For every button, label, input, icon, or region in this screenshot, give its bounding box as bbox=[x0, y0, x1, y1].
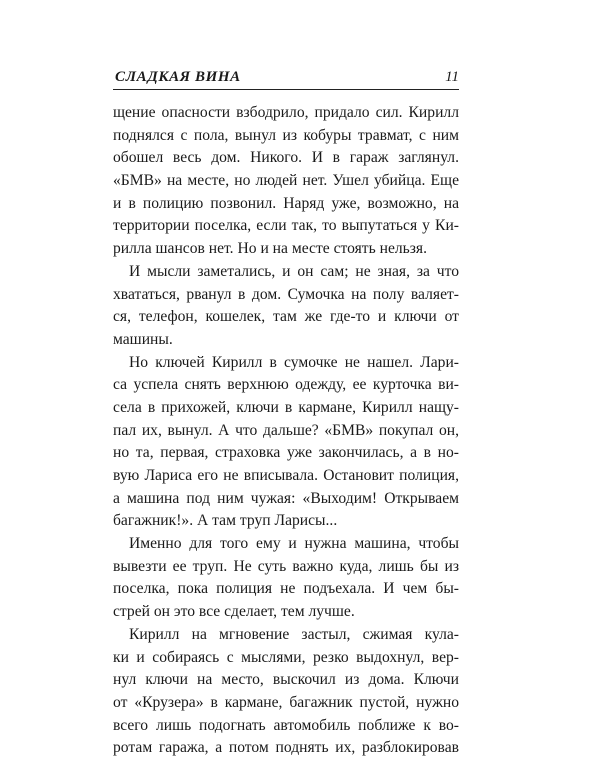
text-line: села в прихожей, ключи в кармане, Кирилл нащу- bbox=[113, 398, 459, 416]
text-line: щение опасности взбодрило, придало сил. Кирилл bbox=[113, 104, 459, 121]
text-line: рилла шансов нет. Но и на месте стоять нельзя. bbox=[113, 240, 427, 258]
text-line: и в полицию позвонил. Наряд уже, возможно, на bbox=[113, 194, 459, 212]
running-header bbox=[113, 66, 459, 88]
text-line: «БМВ» на месте, но людей нет. Ушел убийца. Еще bbox=[113, 172, 459, 190]
text-line: ротам гаража, а потом поднять их, разблокировав bbox=[113, 739, 459, 757]
text-line: всего лишь подогнать автомобиль поближе к во- bbox=[113, 716, 459, 734]
text-line: Но ключей Кирилл в сумочке не нашел. Лари- bbox=[129, 353, 459, 371]
text-line: а машина под ним чужая: «Выходим! Открываем bbox=[113, 489, 459, 507]
book-title: СЛАДКАЯ ВИНА bbox=[115, 69, 241, 85]
text-line: багажник!». А там труп Ларисы... bbox=[113, 512, 338, 530]
text-line: са успела снять верхнюю одежду, ее курточка ви- bbox=[113, 376, 459, 394]
text-line: поселка, пока полиция не подъехала. И чем бы- bbox=[113, 580, 459, 598]
text-line: вую Лариса его не вписывала. Остановит полиция, bbox=[113, 467, 459, 484]
body-text bbox=[113, 102, 459, 760]
text-line: нул ключи на место, выскочил из дома. Ключи bbox=[113, 671, 459, 689]
text-line: Именно для того ему и нужна машина, чтобы bbox=[129, 535, 459, 553]
text-line: стрей он это все сделает, тем лучше. bbox=[113, 603, 355, 621]
text-line: Кирилл на мгновение застыл, сжимая кула- bbox=[129, 625, 459, 643]
text-line: хвататься, рванул в дом. Сумочка на полу валяет- bbox=[113, 285, 459, 303]
text-line: вывезти ее труп. Не суть важно куда, лишь бы из bbox=[113, 557, 459, 575]
text-line: от «Крузера» в кармане, багажник пустой, нужно bbox=[113, 693, 459, 711]
book-page bbox=[113, 66, 459, 757]
page-number: 11 bbox=[445, 69, 459, 85]
text-line: И мысли заметались, и он сам; не зная, за что bbox=[129, 262, 459, 280]
text-line: пал их, вынул. А что дальше? «БМВ» покупал он, bbox=[113, 421, 459, 439]
text-line: ся, телефон, кошелек, там же где-то и ключи от bbox=[113, 308, 459, 326]
text-line: территории поселка, если так, то выпутаться у Ки- bbox=[113, 217, 459, 235]
text-line: ки и собираясь с мыслями, резко выдохнул, вер- bbox=[113, 648, 459, 666]
text-line: поднялся с пола, вынул из кобуры травмат, с ним bbox=[113, 126, 459, 144]
text-line: но та, первая, страховка уже закончилась, а в но- bbox=[113, 444, 459, 462]
text-line: машины. bbox=[113, 330, 173, 348]
header-rule bbox=[113, 89, 459, 90]
text-line: обошел весь дом. Никого. И в гараж заглянул. bbox=[113, 149, 459, 167]
